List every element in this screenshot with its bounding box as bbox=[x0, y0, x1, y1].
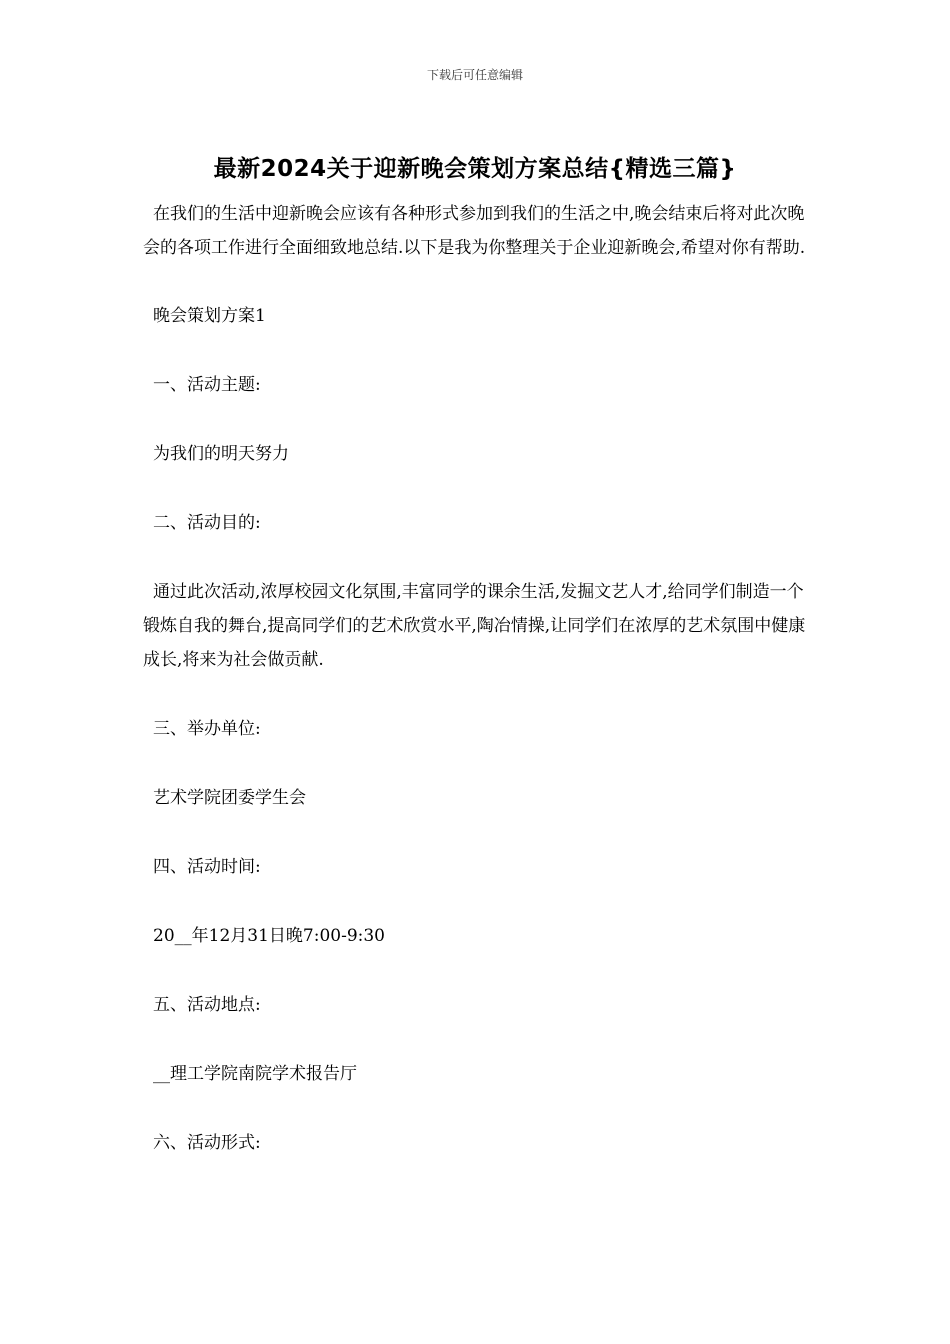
item-heading-format: 六、活动形式: bbox=[153, 1133, 261, 1153]
item-body-location: __理工学院南院学术报告厅 bbox=[153, 1064, 357, 1084]
item-body-purpose: 通过此次活动,浓厚校园文化氛围,丰富同学的课余生活,发掘文艺人才,给同学们制造一个锻炼自我的舞台,提高同学们的艺术欣赏水平,陶冶情操,让同学们在浓厚的艺术氛围中健康成长,将来为社会做贡献. bbox=[143, 582, 806, 670]
intro-paragraph: 在我们的生活中迎新晚会应该有各种形式参加到我们的生活之中,晚会结束后将对此次晚会的各项工作进行全面细致地总结.以下是我为你整理关于企业迎新晚会,希望对你有帮助. bbox=[143, 204, 806, 258]
item-heading-time: 四、活动时间: bbox=[153, 857, 261, 877]
item-body-theme: 为我们的明天努力 bbox=[153, 444, 289, 464]
item-heading-location: 五、活动地点: bbox=[153, 995, 261, 1015]
section-title: 晚会策划方案1 bbox=[153, 306, 266, 326]
item-body-organizer: 艺术学院团委学生会 bbox=[153, 788, 306, 808]
item-body-time: 20__年12月31日晚7:00-9:30 bbox=[153, 926, 385, 946]
document-title: 最新2024关于迎新晚会策划方案总结{精选三篇} bbox=[213, 156, 737, 182]
item-heading-organizer: 三、举办单位: bbox=[153, 719, 261, 739]
document-body bbox=[143, 197, 811, 1195]
item-heading-theme: 一、活动主题: bbox=[153, 375, 261, 395]
page-header: 下载后可任意编辑 bbox=[426, 68, 523, 82]
item-heading-purpose: 二、活动目的: bbox=[153, 513, 261, 533]
